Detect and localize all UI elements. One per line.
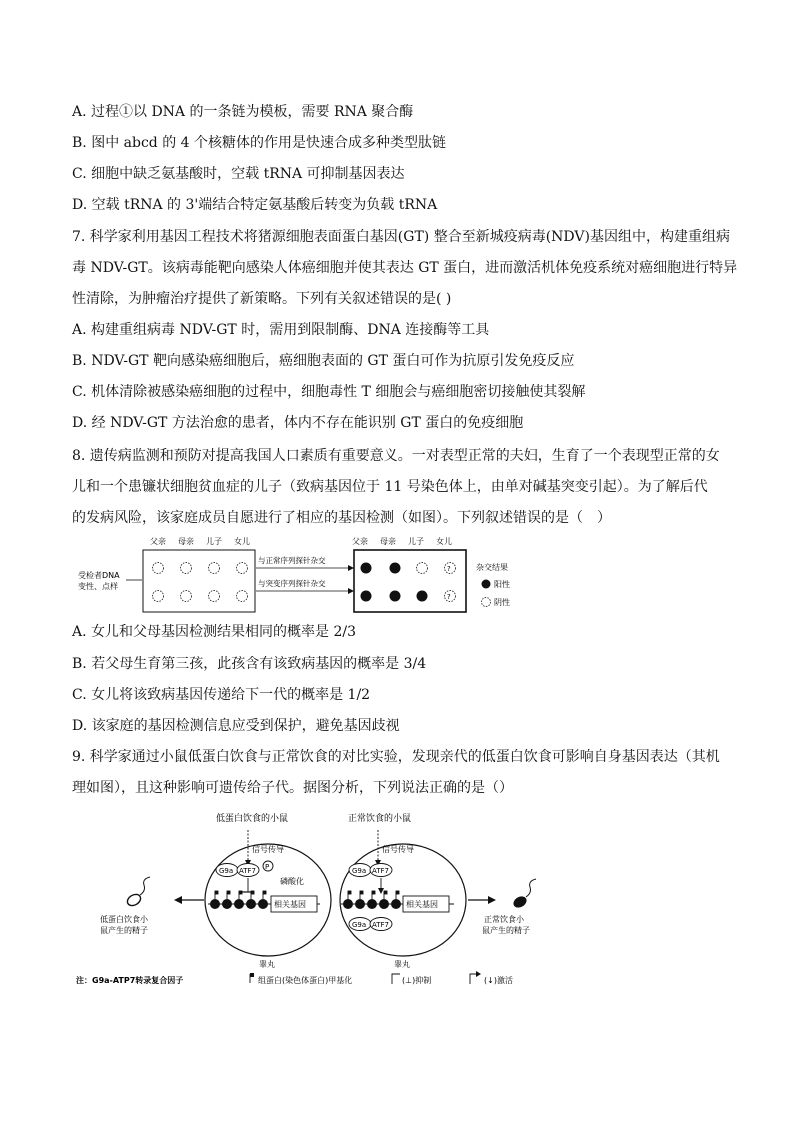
q8-stem-line: 的发病风险，该家庭成员自愿进行了相应的基因检测（如图）。下列叙述错误的是（ ） xyxy=(72,510,611,526)
q8-stem-line: 儿和一个患镰状细胞贫血症的儿子（致病基因位于 11 号染色体上，由单对碱基突变引起）。为了解后代 xyxy=(72,479,708,495)
q9-right-sperm-label: 鼠产生的精子 xyxy=(482,926,530,935)
q9-right-title: 正常饮食的小鼠 xyxy=(348,814,412,824)
q8-member-label: 女儿 xyxy=(436,537,452,546)
q9-testis-label: 睾丸 xyxy=(259,960,275,969)
q9-left-title: 低蛋白饮食的小鼠 xyxy=(216,814,289,824)
q9-p-label: P xyxy=(265,863,270,871)
q6-option-d: D. 空载 tRNA 的 3'端结合特定氨基酸后转变为负载 tRNA xyxy=(72,197,438,213)
q8-stem-line: 8. 遗传病监测和预防对提高我国人口素质有重要意义。一对表型正常的夫妇，生育了一个表现型正常的女 xyxy=(72,448,720,464)
q9-signal-label: 信号传导 xyxy=(252,845,284,854)
q9-gene-label: 相关基因 xyxy=(274,900,306,909)
q8-member-label: 女儿 xyxy=(234,537,250,546)
q7-option-c: C. 机体清除被感染癌细胞的过程中，细胞毒性 T 细胞会与癌细胞密切接触使其裂解 xyxy=(72,384,586,400)
q9-g9a-label: G9a xyxy=(219,867,234,875)
q8-member-label: 父亲 xyxy=(150,537,166,546)
q8-arrow-label-bottom: 与突变序列探针杂交 xyxy=(258,579,326,588)
q8-left-label: 受检者DNA xyxy=(78,571,120,580)
q8-legend-title: 杂交结果 xyxy=(476,563,508,572)
q6-option-c: C. 细胞中缺乏氨基酸时，空载 tRNA 可抑制基因表达 xyxy=(72,166,405,182)
q9-atf7-label: ATF7 xyxy=(372,921,390,929)
q8-legend-positive: 阳性 xyxy=(494,580,510,589)
q8-dna-dot-blot-figure xyxy=(70,536,530,620)
q7-stem-line: 性清除，为肿瘤治疗提供了新策略。下列有关叙述错误的是( ) xyxy=(72,291,452,307)
q7-stem-line: 7. 科学家利用基因工程技术将猪源细胞表面蛋白基因(GT) 整合至新城疫病毒(NDV)基因组中，构建重组病 xyxy=(72,229,730,245)
q6-option-b: B. 图中 abcd 的 4 个核糖体的作用是快速合成多种类型肽链 xyxy=(72,135,447,151)
q8-option-a: A. 女儿和父母基因检测结果相同的概率是 2/3 xyxy=(72,624,356,640)
q8-member-label: 母亲 xyxy=(178,537,194,546)
q8-left-label: 变性、点样 xyxy=(78,582,118,591)
q9-left-sperm-label: 鼠产生的精子 xyxy=(100,926,148,935)
q8-option-b: B. 若父母生育第三孩，此孩含有该致病基因的概率是 3/4 xyxy=(72,656,427,672)
q9-note: 注：G9a-ATP7转录复合因子 xyxy=(76,976,184,985)
q9-atf7-label: ATF7 xyxy=(239,867,257,875)
q9-gene-label: 相关基因 xyxy=(406,900,438,909)
q8-unknown-mark: ? xyxy=(447,593,451,601)
q9-phosph-label: 磷酸化 xyxy=(280,877,304,886)
q9-note: (⊥)抑制 xyxy=(402,976,432,985)
q9-stem-line: 理如图），且这种影响可遗传给子代。据图分析，下列说法正确的是（） xyxy=(72,780,513,796)
q9-g9a-label: G9a xyxy=(352,867,367,875)
q7-option-d: D. 经 NDV-GT 方法治愈的患者，体内不存在能识别 GT 蛋白的免疫细胞 xyxy=(72,415,524,431)
q9-atf7-label: ATF7 xyxy=(372,867,390,875)
q7-option-b: B. NDV-GT 靶向感染癌细胞后，癌细胞表面的 GT 蛋白可作为抗原引发免疫反应 xyxy=(72,353,575,369)
q9-g9a-label: G9a xyxy=(352,921,367,929)
q8-legend-negative: 阴性 xyxy=(494,598,510,607)
q8-member-label: 儿子 xyxy=(408,537,424,546)
q9-signal-label: 信号传导 xyxy=(382,845,414,854)
q9-mechanism-figure xyxy=(70,808,570,994)
q9-testis-label: 睾丸 xyxy=(394,960,410,969)
q8-arrow-label-top: 与正常序列探针杂交 xyxy=(258,556,326,565)
q9-left-sperm-label: 低蛋白饮食小 xyxy=(100,915,148,924)
q8-member-label: 母亲 xyxy=(380,537,396,546)
q8-member-label: 父亲 xyxy=(352,537,368,546)
q8-option-d: D. 该家庭的基因检测信息应受到保护，避免基因歧视 xyxy=(72,718,400,734)
q8-option-c: C. 女儿将该致病基因传递给下一代的概率是 1/2 xyxy=(72,687,371,703)
q8-right-membrane xyxy=(354,550,466,612)
q7-option-a: A. 构建重组病毒 NDV-GT 时，需用到限制酶、DNA 连接酶等工具 xyxy=(72,322,490,338)
q9-note: 组蛋白(染色体蛋白)甲基化 xyxy=(258,976,353,985)
q8-member-label: 儿子 xyxy=(206,537,222,546)
q9-right-sperm-label: 正常饮食小 xyxy=(484,915,524,924)
q6-option-a: A. 过程①以 DNA 的一条链为模板，需要 RNA 聚合酶 xyxy=(72,104,414,120)
q7-stem-line: 毒 NDV-GT。该病毒能靶向感染人体癌细胞并使其表达 GT 蛋白，进而激活机体免疫系统对癌细胞进行特异 xyxy=(72,260,738,276)
q9-stem-line: 9. 科学家通过小鼠低蛋白饮食与正常饮食的对比实验，发现亲代的低蛋白饮食可影响自身基因表达（其机 xyxy=(72,749,720,765)
q9-note: (↓)激活 xyxy=(484,976,513,985)
q8-left-membrane xyxy=(143,550,255,612)
q8-unknown-mark: ? xyxy=(447,565,451,573)
